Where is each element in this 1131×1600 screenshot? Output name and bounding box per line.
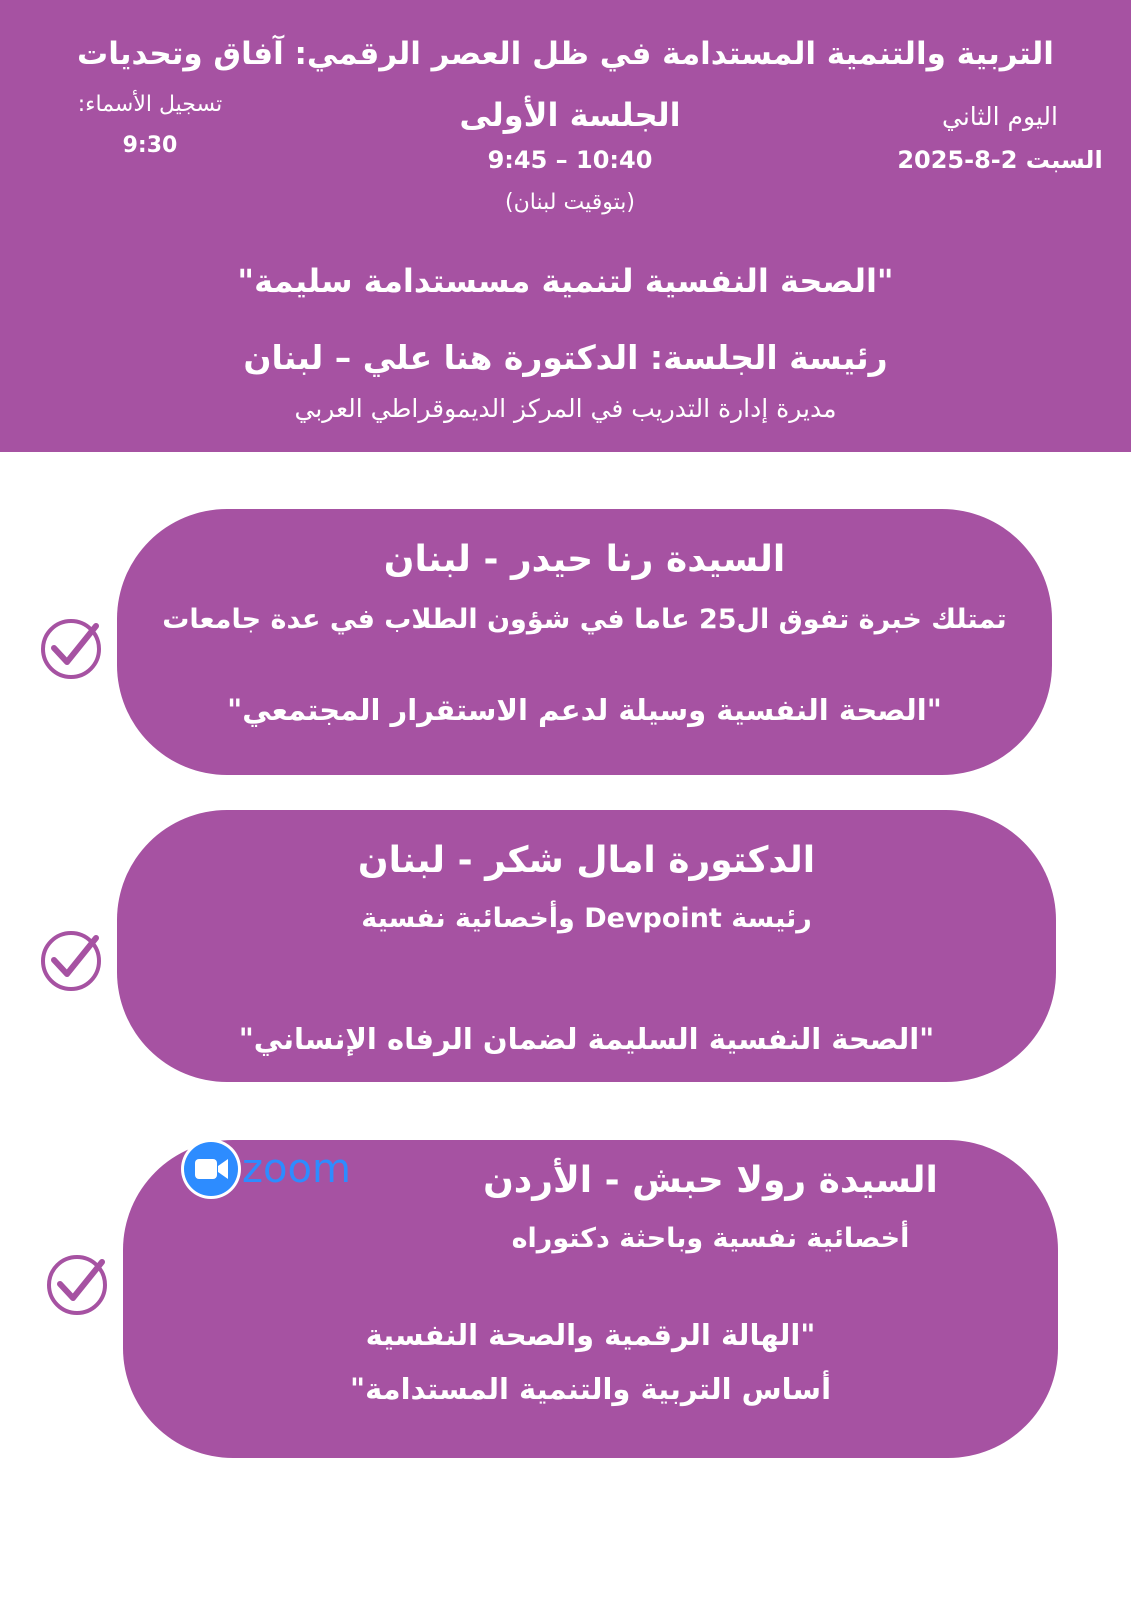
speaker-name: السيدة رولا حبش - الأردن <box>483 1160 938 1201</box>
session-name: الجلسة الأولى <box>459 96 681 134</box>
header-banner <box>0 0 1131 452</box>
speaker-topic-line-1: "الهالة الرقمية والصحة النفسية <box>365 1318 816 1352</box>
session-time: 9:45 – 10:40 <box>487 146 653 174</box>
speaker-description: رئيسة Devpoint وأخصائية نفسية <box>361 903 812 934</box>
session-chair-role: مديرة إدارة التدريب في المركز الديموقراطي العربي <box>294 394 837 423</box>
speaker-description: تمتلك خبرة تفوق ال25 عاما في شؤون الطلاب في عدة جامعات <box>162 604 1007 635</box>
check-circle-icon <box>44 1252 110 1318</box>
speaker-topic: "الصحة النفسية السليمة لضمان الرفاه الإنساني" <box>238 1022 935 1056</box>
zoom-logo <box>180 1138 360 1200</box>
speaker-description: أخصائية نفسية وباحثة دكتوراه <box>511 1223 910 1254</box>
speaker-card <box>117 810 1056 1082</box>
session-chair: رئيسة الجلسة: الدكتورة هنا علي – لبنان <box>243 338 888 377</box>
speaker-topic-line-2: أساس التربية والتنمية المستدامة" <box>349 1372 832 1406</box>
check-circle-icon <box>38 616 104 682</box>
session-topic: "الصحة النفسية لتنمية مسستدامة سليمة" <box>237 262 894 300</box>
day-date: السبت 2-8-2025 <box>897 146 1103 174</box>
zoom-logo-text: zoom <box>242 1146 351 1192</box>
speaker-topic: "الصحة النفسية وسيلة لدعم الاستقرار المجتمعي" <box>227 693 942 727</box>
speaker-name: الدكتورة امال شكر - لبنان <box>357 840 816 881</box>
day-label: اليوم الثاني <box>942 102 1058 131</box>
registration-time: 9:30 <box>122 133 178 158</box>
conference-title: التربية والتنمية المستدامة في ظل العصر الرقمي: آفاق وتحديات <box>77 36 1054 72</box>
speaker-card <box>117 509 1052 775</box>
check-circle-icon <box>38 928 104 994</box>
speaker-name: السيدة رنا حيدر - لبنان <box>383 539 786 580</box>
registration-label: تسجيل الأسماء: <box>77 92 223 117</box>
session-timezone: (بتوقيت لبنان) <box>505 190 635 215</box>
